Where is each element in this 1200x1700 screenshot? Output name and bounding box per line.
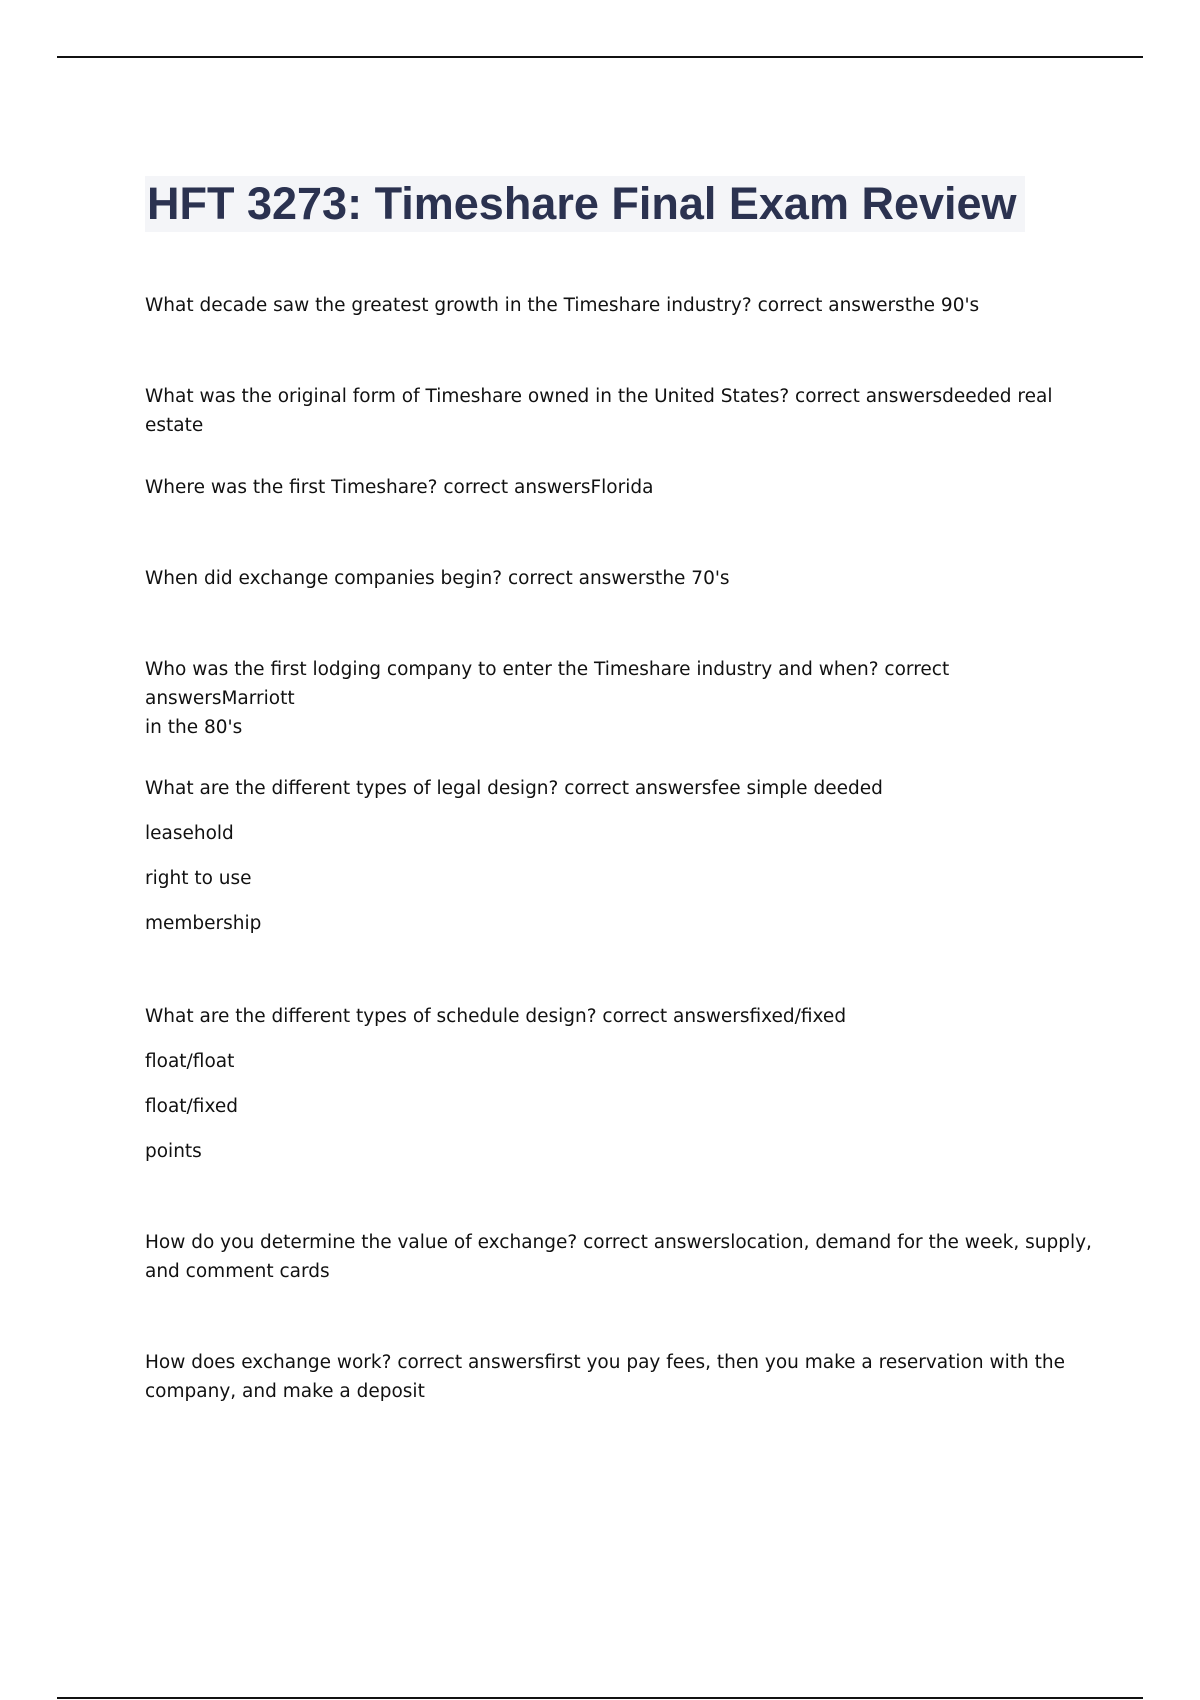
question-text: How does exchange work? correct answersfirst you pay fees, then you make a reservation with the xyxy=(145,1352,1065,1373)
answer-list-item: float/float xyxy=(145,1051,235,1072)
answer-list-item: points xyxy=(145,1141,202,1162)
qa-item-5 xyxy=(145,655,1095,742)
qa-item-2 xyxy=(145,382,1095,440)
question-text: When did exchange companies begin? correct answersthe 70's xyxy=(145,568,730,589)
question-text: Who was the first lodging company to enter the Timeshare industry and when? correct answersMarriott xyxy=(145,659,950,709)
answer-continuation: in the 80's xyxy=(145,717,243,738)
top-rule xyxy=(57,56,1143,58)
question-text: What are the different types of legal design? correct answersfee simple deeded xyxy=(145,778,883,799)
bottom-rule xyxy=(57,1697,1143,1699)
question-text: Where was the first Timeshare? correct answersFlorida xyxy=(145,477,654,498)
qa-item-9 xyxy=(145,1348,1095,1406)
page-title: HFT 3273: Timeshare Final Exam Review xyxy=(145,176,1025,232)
answer-continuation: company, and make a deposit xyxy=(145,1381,425,1402)
question-text: How do you determine the value of exchange? correct answerslocation, demand for the week, supply, xyxy=(145,1232,1092,1253)
question-text: What are the different types of schedule design? correct answersfixed/fixed xyxy=(145,1006,847,1027)
answer-list-item: membership xyxy=(145,913,262,934)
qa-item-3 xyxy=(145,473,1095,502)
question-text: What was the original form of Timeshare owned in the United States? correct answersdeeded real estate xyxy=(145,386,1053,436)
question-text: What decade saw the greatest growth in the Timeshare industry? correct answersthe 90's xyxy=(145,295,980,316)
qa-item-7 xyxy=(145,1002,1095,1166)
answer-list-item: right to use xyxy=(145,868,252,889)
qa-item-1 xyxy=(145,291,1095,320)
answer-list-item: float/fixed xyxy=(145,1096,238,1117)
answer-continuation: and comment cards xyxy=(145,1261,330,1282)
qa-item-4 xyxy=(145,564,1095,593)
answer-list-item: leasehold xyxy=(145,823,234,844)
qa-item-6 xyxy=(145,774,1095,938)
qa-item-8 xyxy=(145,1228,1095,1286)
